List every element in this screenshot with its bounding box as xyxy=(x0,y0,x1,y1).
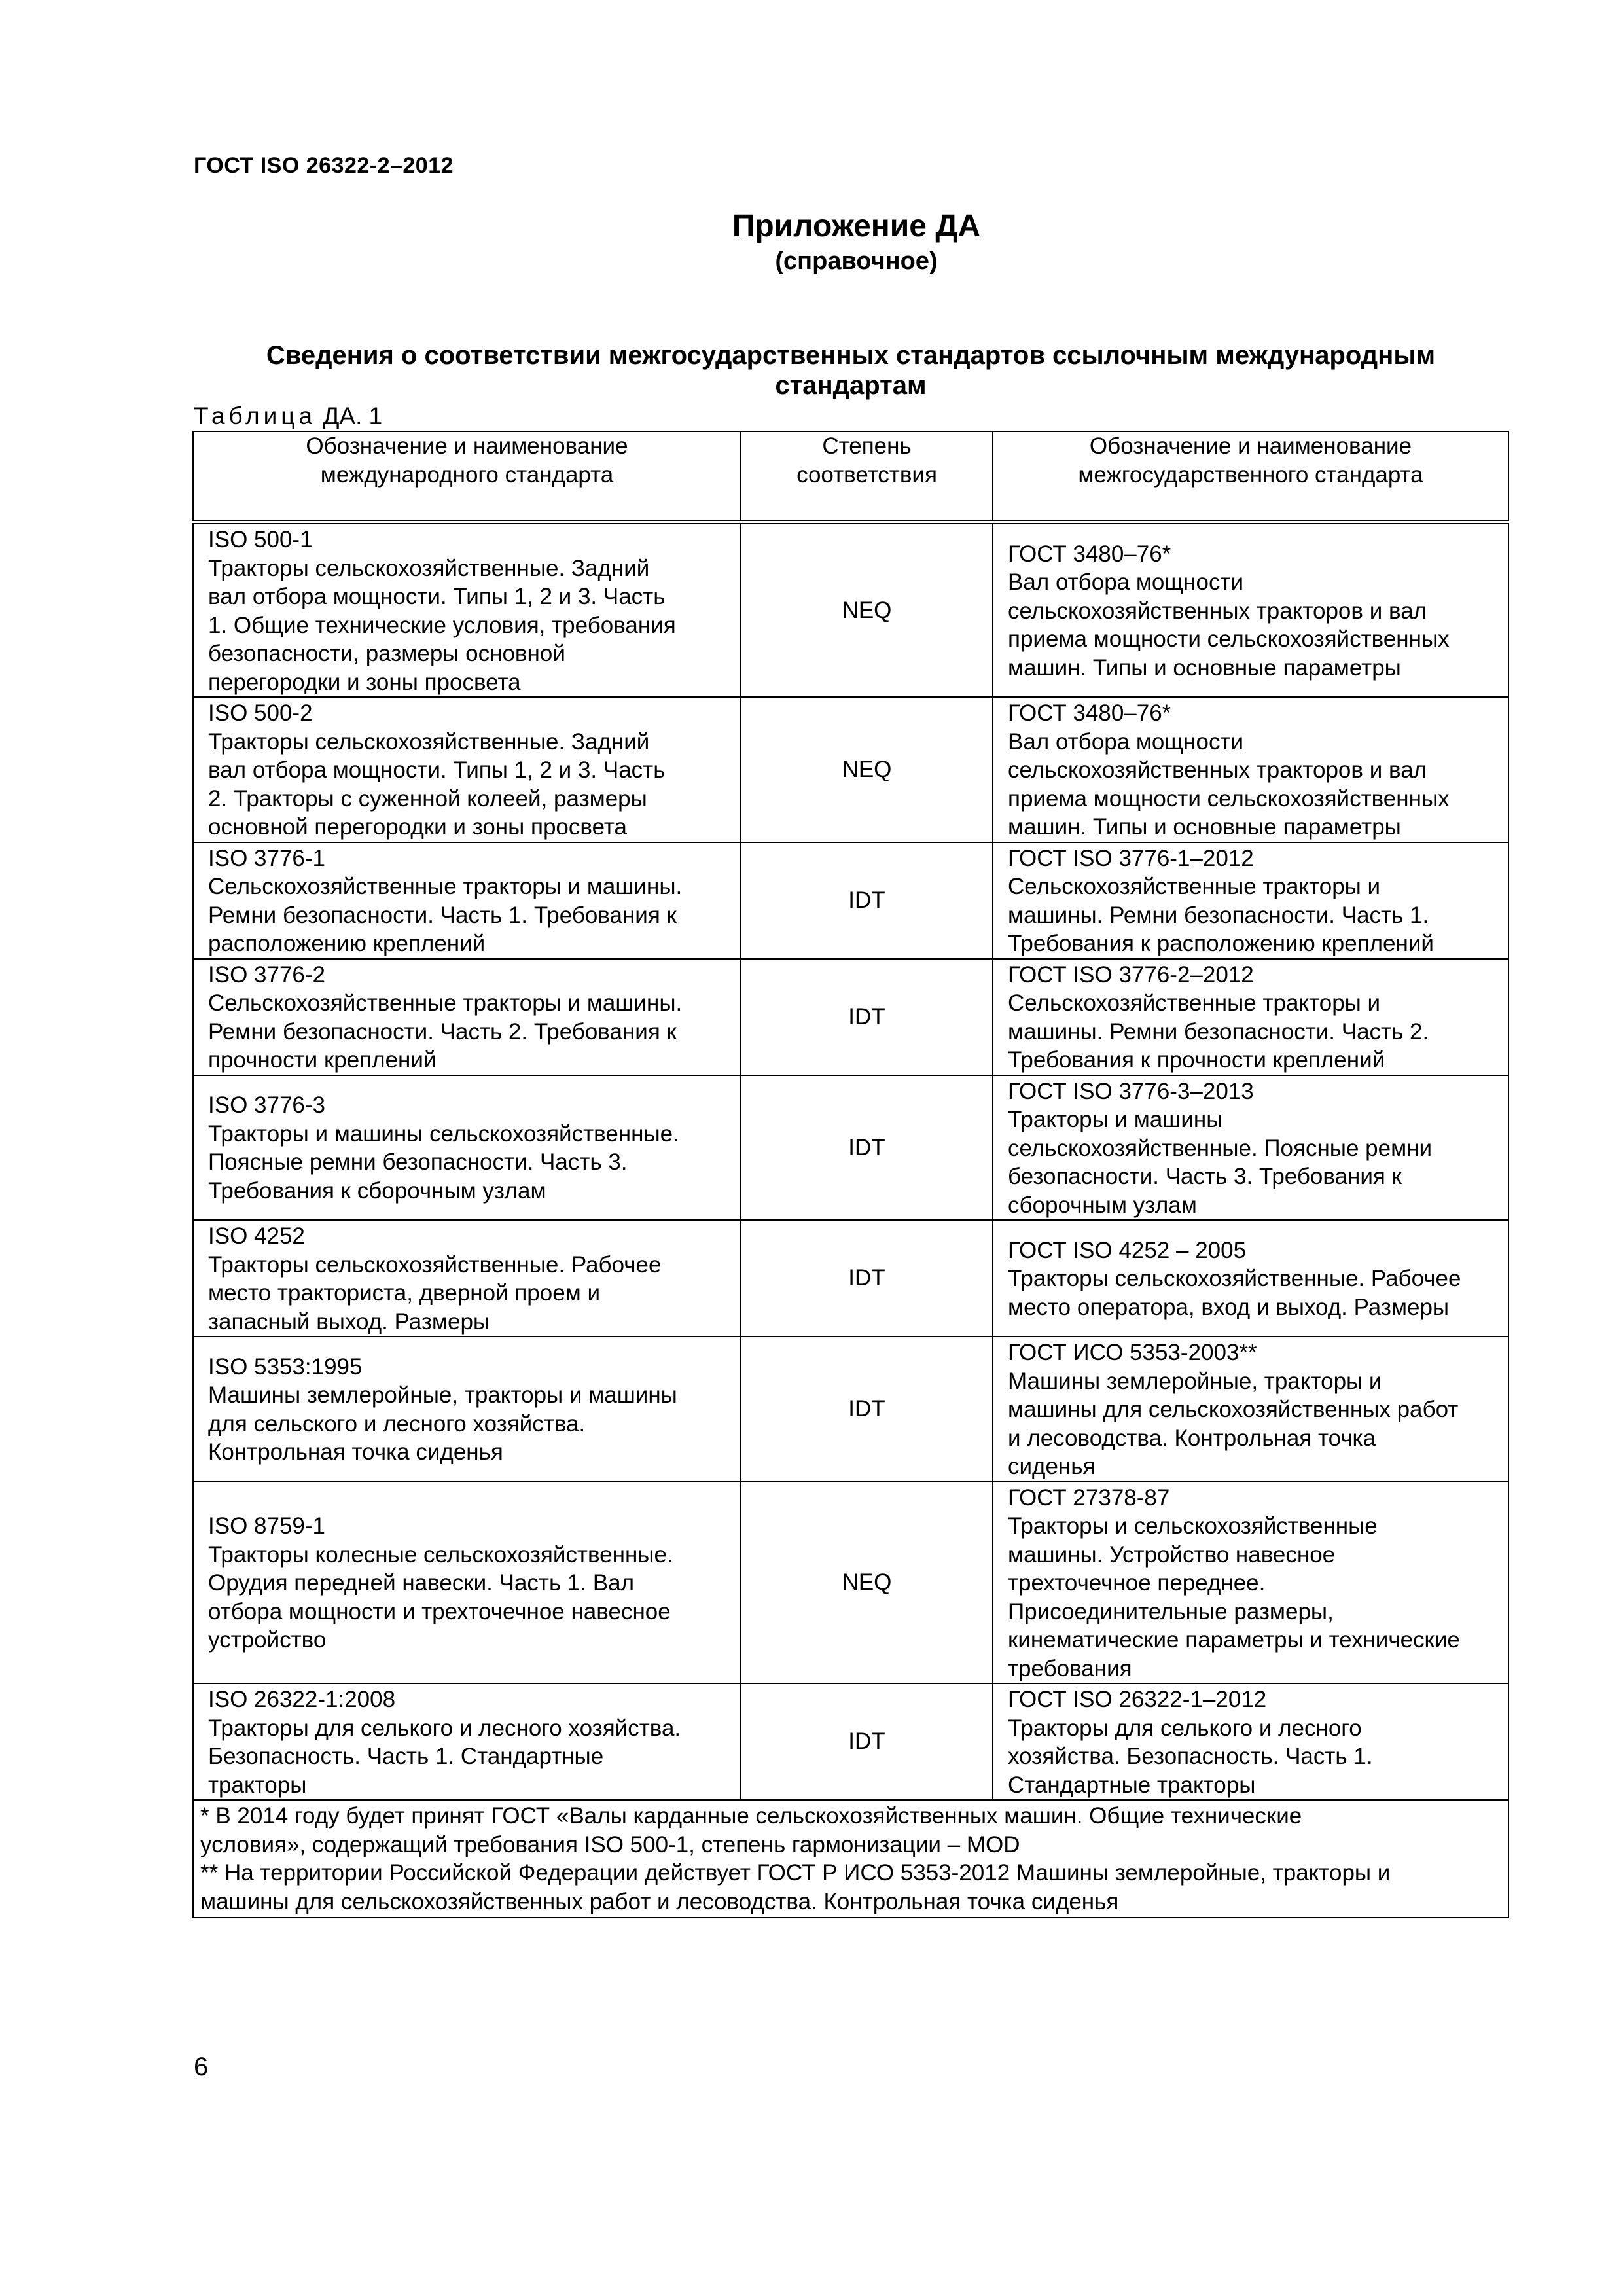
cell-line: безопасности, размеры основной xyxy=(208,641,565,666)
cell-line: прочности креплений xyxy=(208,1047,437,1073)
degree-cell: IDT xyxy=(741,1075,993,1221)
cell-line: Присоединительные размеры, xyxy=(1008,1598,1334,1624)
cell-line: Вал отбора мощности xyxy=(1008,569,1244,596)
table-body xyxy=(193,522,1508,1801)
cell-line: Тракторы для селького и лесного xyxy=(1008,1715,1362,1741)
cell-line: перегородки и зоны просвета xyxy=(208,669,521,695)
international-standard-cell xyxy=(193,1482,741,1684)
cell-line: ГОСТ ISO 26322-1–2012 xyxy=(1008,1687,1267,1712)
cell-line: Требования к прочности креплений xyxy=(1008,1047,1385,1073)
table-label-suffix: ДА. 1 xyxy=(316,403,383,429)
cell-line: запасный выход. Размеры xyxy=(208,1308,490,1335)
section-heading-line: Сведения о соответствии межгосударственных стандартов ссылочным международным xyxy=(266,341,1436,370)
table-row xyxy=(193,1336,1508,1482)
section-heading xyxy=(196,340,1505,401)
table-row xyxy=(193,522,1508,698)
interstate-standard-cell xyxy=(993,1220,1508,1336)
table-notes-row xyxy=(193,1800,1508,1918)
cell-line: приема мощности сельскохозяйственных xyxy=(1008,785,1450,812)
interstate-standard-cell xyxy=(993,1075,1508,1221)
international-standard-cell xyxy=(193,1220,741,1336)
cell-line: Безопасность. Часть 1. Стандартные xyxy=(208,1744,604,1769)
section-heading-line: стандартам xyxy=(775,371,927,400)
interstate-standard-cell xyxy=(993,959,1508,1075)
cell-line: Требования к сборочным узлам xyxy=(208,1177,546,1204)
cell-line: Тракторы и машины сельскохозяйственные. xyxy=(208,1121,679,1147)
cell-line: сельскохозяйственных тракторов и вал xyxy=(1008,757,1427,783)
table-label xyxy=(194,403,382,430)
cell-line: место оператора, вход и выход. Размеры xyxy=(1008,1294,1450,1320)
table-row xyxy=(193,1075,1508,1221)
cell-line: машины. Ремни безопасности. Часть 1. xyxy=(1008,902,1429,928)
table-row xyxy=(193,842,1508,959)
cell-line: расположению креплений xyxy=(208,931,486,956)
cell-line: вал отбора мощности. Типы 1, 2 и 3. Часть xyxy=(208,757,666,783)
cell-line: ГОСТ 3480–76* xyxy=(1008,541,1171,567)
correspondence-table xyxy=(192,431,1509,1918)
cell-line: Сельскохозяйственные тракторы и xyxy=(1008,990,1381,1016)
appendix-subtitle: (справочное) xyxy=(775,247,938,275)
cell-line: основной перегородки и зоны просвета xyxy=(208,814,627,840)
page-number: 6 xyxy=(194,2053,209,2081)
table-header-row xyxy=(193,431,1508,522)
header-interstate-standard xyxy=(993,431,1508,522)
interstate-standard-cell xyxy=(993,842,1508,959)
cell-line: Орудия передней навески. Часть 1. Вал xyxy=(208,1570,635,1596)
international-standard-cell xyxy=(193,1336,741,1482)
header-line: соответствия xyxy=(796,461,937,488)
cell-line: ISO 3776-2 xyxy=(208,961,325,988)
international-standard-cell xyxy=(193,522,741,698)
cell-line: Поясные ремни безопасности. Часть 3. xyxy=(208,1149,628,1175)
cell-line: Тракторы и машины xyxy=(1008,1107,1223,1132)
note-line: условия», содержащий требования ISO 500-1, степень гармонизации – MOD xyxy=(200,1831,1020,1857)
cell-line: Тракторы колесные сельскохозяйственные. xyxy=(208,1541,673,1568)
cell-line: хозяйства. Безопасность. Часть 1. xyxy=(1008,1744,1373,1769)
cell-line: для сельского и лесного хозяйства. xyxy=(208,1410,586,1437)
table-row xyxy=(193,1220,1508,1336)
cell-line: сиденья xyxy=(1008,1454,1096,1479)
cell-line: кинематические параметры и технические xyxy=(1008,1627,1460,1653)
cell-line: Требования к расположению креплений xyxy=(1008,931,1434,956)
cell-line: ГОСТ 27378-87 xyxy=(1008,1484,1170,1511)
table-row xyxy=(193,1683,1508,1800)
cell-line: вал отбора мощности. Типы 1, 2 и 3. Часть xyxy=(208,584,666,609)
cell-line: ГОСТ ISO 3776-2–2012 xyxy=(1008,961,1254,988)
table-label-prefix: Таблица xyxy=(194,403,317,429)
interstate-standard-cell xyxy=(993,697,1508,842)
cell-line: ISO 3776-3 xyxy=(208,1092,325,1119)
international-standard-cell xyxy=(193,959,741,1075)
degree-cell: IDT xyxy=(741,1683,993,1800)
cell-line: Ремни безопасности. Часть 2. Требования к xyxy=(208,1018,677,1045)
degree-cell: IDT xyxy=(741,1220,993,1336)
cell-line: устройство xyxy=(208,1627,327,1653)
cell-line: Машины землеройные, тракторы и машины xyxy=(208,1382,677,1408)
cell-line: машин. Типы и основные параметры xyxy=(1008,814,1401,840)
degree-cell: IDT xyxy=(741,842,993,959)
cell-line: Тракторы сельскохозяйственные. Задний xyxy=(208,555,650,581)
note-line: * В 2014 году будет принят ГОСТ «Валы карданные сельскохозяйственных машин. Общие технические xyxy=(200,1803,1302,1829)
cell-line: Машины землеройные, тракторы и xyxy=(1008,1368,1382,1394)
cell-line: Ремни безопасности. Часть 1. Требования к xyxy=(208,902,677,928)
table-row xyxy=(193,959,1508,1075)
cell-line: машины для сельскохозяйственных работ xyxy=(1008,1397,1459,1422)
degree-cell: NEQ xyxy=(741,522,993,698)
cell-line: требования xyxy=(1008,1655,1132,1681)
international-standard-cell xyxy=(193,697,741,842)
cell-line: сельскохозяйственные. Поясные ремни xyxy=(1008,1135,1433,1161)
header-line: международного стандарта xyxy=(320,461,614,488)
cell-line: Тракторы сельскохозяйственные. Рабочее xyxy=(208,1251,662,1278)
cell-line: ГОСТ ISO 4252 – 2005 xyxy=(1008,1237,1247,1263)
cell-line: Сельскохозяйственные тракторы и машины. xyxy=(208,990,683,1016)
cell-line: безопасности. Часть 3. Требования к xyxy=(1008,1164,1402,1189)
cell-line: ГОСТ ИСО 5353-2003** xyxy=(1008,1340,1257,1365)
cell-line: приема мощности сельскохозяйственных xyxy=(1008,626,1450,653)
cell-line: машины. Ремни безопасности. Часть 2. xyxy=(1008,1018,1429,1045)
table-notes xyxy=(193,1800,1508,1918)
cell-line: ISO 5353:1995 xyxy=(208,1354,363,1380)
cell-line: машин. Типы и основные параметры xyxy=(1008,655,1401,681)
cell-line: Вал отбора мощности xyxy=(1008,728,1244,755)
cell-line: ISO 26322-1:2008 xyxy=(208,1687,396,1712)
interstate-standard-cell xyxy=(993,1336,1508,1482)
cell-line: машины. Устройство навесное xyxy=(1008,1541,1336,1568)
cell-line: место тракториста, дверной проем и xyxy=(208,1280,600,1306)
appendix-title: Приложение ДА xyxy=(732,209,981,243)
cell-line: Тракторы и сельскохозяйственные xyxy=(1008,1513,1378,1539)
cell-line: ISO 500-2 xyxy=(208,700,313,726)
cell-line: Тракторы сельскохозяйственные. Задний xyxy=(208,728,650,755)
international-standard-cell xyxy=(193,842,741,959)
note-line: машины для сельскохозяйственных работ и лесоводства. Контрольная точка сиденья xyxy=(200,1888,1119,1914)
table-row xyxy=(193,1482,1508,1684)
cell-line: ГОСТ ISO 3776-3–2013 xyxy=(1008,1078,1254,1104)
cell-line: и лесоводства. Контрольная точка xyxy=(1008,1425,1376,1451)
cell-line: Тракторы сельскохозяйственные. Рабочее xyxy=(1008,1266,1461,1292)
cell-line: Стандартные тракторы xyxy=(1008,1772,1256,1798)
header-line: Обозначение и наименование xyxy=(1089,433,1412,459)
international-standard-cell xyxy=(193,1075,741,1221)
table-row xyxy=(193,697,1508,842)
header-line: Степень xyxy=(822,433,912,459)
header-line: межгосударственного стандарта xyxy=(1078,461,1423,488)
document-code: ГОСТ ISO 26322-2–2012 xyxy=(194,153,454,178)
header-degree-of-correspondence xyxy=(741,431,993,522)
header-line: Обозначение и наименование xyxy=(306,433,628,459)
header-international-standard xyxy=(193,431,741,522)
degree-cell: IDT xyxy=(741,959,993,1075)
cell-line: сельскохозяйственных тракторов и вал xyxy=(1008,598,1427,624)
cell-line: трехточечное переднее. xyxy=(1008,1570,1266,1596)
cell-line: ISO 8759-1 xyxy=(208,1513,325,1539)
cell-line: Тракторы для селького и лесного хозяйства. xyxy=(208,1715,681,1741)
cell-line: 2. Тракторы с суженной колеей, размеры xyxy=(208,785,647,812)
cell-line: ISO 500-1 xyxy=(208,527,313,552)
degree-cell: NEQ xyxy=(741,697,993,842)
cell-line: сборочным узлам xyxy=(1008,1192,1197,1218)
cell-line: ГОСТ ISO 3776-1–2012 xyxy=(1008,845,1254,871)
interstate-standard-cell xyxy=(993,522,1508,698)
cell-line: ISO 3776-1 xyxy=(208,845,325,871)
degree-cell: NEQ xyxy=(741,1482,993,1684)
cell-line: 1. Общие технические условия, требования xyxy=(208,612,676,638)
cell-line: отбора мощности и трехточечное навесное xyxy=(208,1598,671,1624)
cell-line: ГОСТ 3480–76* xyxy=(1008,700,1171,726)
note-line: ** На территории Российской Федерации действует ГОСТ Р ИСО 5353-2012 Машины землеройные, тракторы и xyxy=(200,1860,1391,1886)
cell-line: ISO 4252 xyxy=(208,1223,305,1249)
cell-line: тракторы xyxy=(208,1772,307,1798)
degree-cell: IDT xyxy=(741,1336,993,1482)
interstate-standard-cell xyxy=(993,1482,1508,1684)
cell-line: Контрольная точка сиденья xyxy=(208,1439,503,1465)
international-standard-cell xyxy=(193,1683,741,1800)
cell-line: Сельскохозяйственные тракторы и xyxy=(1008,874,1381,899)
interstate-standard-cell xyxy=(993,1683,1508,1800)
cell-line: Сельскохозяйственные тракторы и машины. xyxy=(208,874,683,899)
